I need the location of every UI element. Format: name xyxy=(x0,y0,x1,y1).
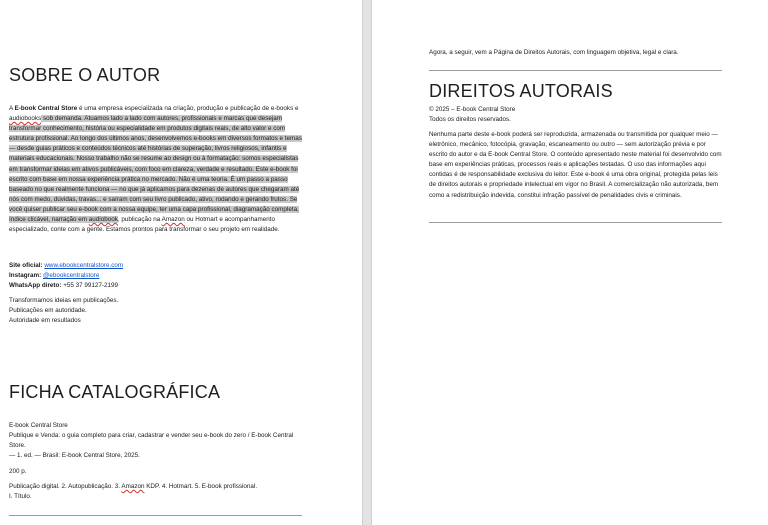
rights-copyright-block xyxy=(429,105,722,125)
about-heading: SOBRE O AUTOR xyxy=(9,65,161,85)
ficha-line-3: — 1. ed. — Brasil: E-book Central Store, 2025. xyxy=(9,452,140,460)
spellcheck-audiobook: audiobook xyxy=(88,216,118,224)
ficha-heading: FICHA CATALOGRÁFICA xyxy=(9,382,221,402)
about-text-pre: A xyxy=(9,105,15,112)
whatsapp-label: WhatsApp direto: xyxy=(9,282,62,290)
rights-heading: DIREITOS AUTORAIS xyxy=(429,81,613,101)
subjects-b: KDP. 4. Hotmart. 5. E-book profissional. xyxy=(144,483,258,490)
rights-intro: Agora, a seguir, vem a Página de Direitos Autorais, com linguagem objetiva, legal e clara. xyxy=(429,49,679,56)
company-name: E-book Central Store xyxy=(14,105,78,112)
site-link[interactable]: www.ebookcentralstore.com xyxy=(44,262,124,269)
page-gap xyxy=(362,0,372,525)
reserved-line: Todos os direitos reservados. xyxy=(429,116,511,124)
ficha-block xyxy=(9,421,305,461)
tagline-2: Publicações em autoridade. xyxy=(9,307,87,315)
ficha-subjects xyxy=(9,482,305,502)
about-text-d: ou Hotmart e acompanhamento especializado, conte com a gente. Estamos prontos para transformar o seu projeto em realidade. xyxy=(9,216,280,234)
ficha-pages: 200 p. xyxy=(9,468,27,475)
subjects-a: Publicação digital. 2. Autopublicação. 3. xyxy=(9,483,122,490)
about-text-a: é uma empresa especializada na criação, produção e publicação de e-books e xyxy=(77,105,299,112)
about-text-c: , publicação na xyxy=(117,216,162,224)
about-text-b: sob demanda. Atuamos lado a lado com autores, profissionais e marcas que desejam transformar conhecimento, história ou especialidade em produtos digitais reais, de alto valor e com estrutura profissional. Ao longo dos últimos anos, desenvolvemos e-books em diversos formatos e temas — desde guias práticos e conteúdos técnicos até histórias de superação, livros religiosos, infantis e materiais educacionais. Nosso trabalho não se resume ao design ou à formatação: somos especialistas em transformar ideias em ativos publicáveis, com foco em clareza, verdade e resultado. Este e-book foi escrito com base em nossa experiência prática no mercado. Não é uma teoria. É um passo a passo baseado no que realmente funciona — no que já aplicamos para dezenas de autores que chegaram até nós com medo, dúvidas, travas... e saíram com seu livro publicado, ativo, rodando e gerando frutos. Se você quiser publicar seu e-book com a nossa equipe, ter uma capa profissional, diagramação completa, índice clicável, narração em xyxy=(9,115,302,224)
ficha-line-2: Publique e Venda: o guia completo para criar, cadastrar e vender seu e-book do zero / E-book Central Store. xyxy=(9,432,294,450)
tagline-3: Autoridade em resultados xyxy=(9,317,81,325)
instagram-link[interactable]: @ebookcentralstore xyxy=(42,272,100,280)
rights-top-divider xyxy=(429,70,722,71)
ficha-line-1: E-book Central Store xyxy=(9,422,68,429)
spellcheck-amazon-2: Amazon xyxy=(121,483,145,490)
tagline-block xyxy=(9,296,305,326)
about-paragraph[interactable] xyxy=(9,104,305,235)
site-label: Site oficial: xyxy=(9,262,43,269)
tagline-1: Transformamos ideias em publicações. xyxy=(9,297,119,304)
left-page[interactable] xyxy=(0,0,362,525)
ficha-divider xyxy=(9,515,302,516)
contact-block xyxy=(9,261,305,291)
instagram-label: Instagram: xyxy=(9,272,42,280)
spellcheck-amazon: Amazon xyxy=(161,216,185,224)
whatsapp-number: +55 37 99127-2199 xyxy=(63,282,119,290)
selected-text[interactable] xyxy=(9,115,302,223)
rights-body: Nenhuma parte deste e-book poderá ser reproduzida, armazenada ou transmitida por qualquer meio — eletrônico, mecânico, fotocópia, gravação, escaneamento ou outro — sem autorização prévia e por escrito do autor e da E-book Central Store. O conteúdo apresentado neste material foi desenvolvido com base em experiências práticas, processos reais e aplicações testadas. O uso das informações aqui contidas é de responsabilidade exclusiva do leitor. Este e-book é uma obra original, protegida pelas leis de direitos autorais e propriedade intelectual em vigor no Brasil. A comercialização não autorizada, bem como a redistribuição indevida, constitui infração passível de penalidades civis e criminais. xyxy=(429,131,722,199)
subjects-title: I. Título. xyxy=(9,493,32,501)
spellcheck-audiobooks: audiobooks xyxy=(9,115,42,123)
copyright-line: © 2025 – E-book Central Store xyxy=(429,106,516,113)
rights-bottom-divider xyxy=(429,222,722,223)
right-page[interactable] xyxy=(372,0,768,525)
